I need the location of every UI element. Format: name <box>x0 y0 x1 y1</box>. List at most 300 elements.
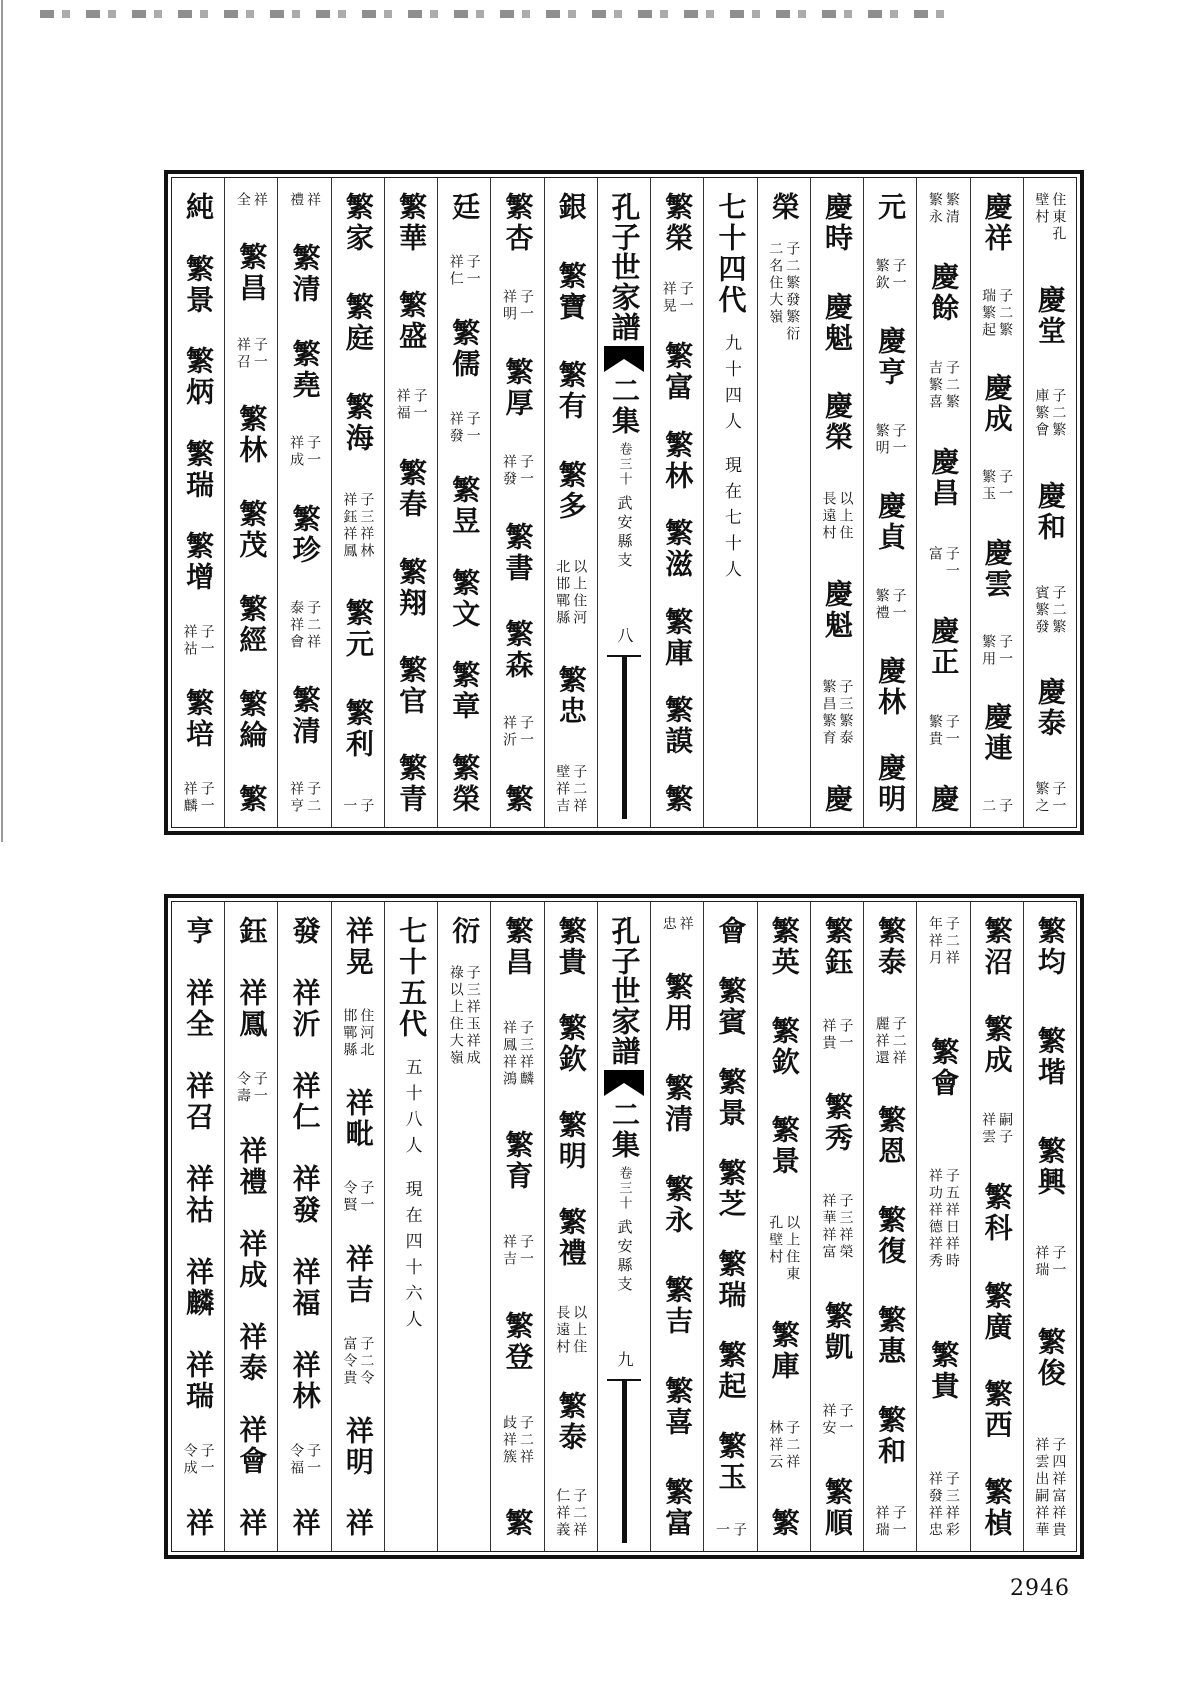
annotation <box>183 781 214 815</box>
annotation <box>821 679 852 747</box>
annotation-right-line: 子三祥榮 <box>837 1193 854 1262</box>
annotation-right-line: 住河北 <box>358 1007 375 1059</box>
annotation-left-line: 忠 <box>660 916 677 933</box>
annotation-right-line: 子三祥彩 <box>943 1471 960 1539</box>
person-name: 繁惠 <box>874 1305 908 1367</box>
annotation-left-line: 祥明 <box>501 288 518 323</box>
annotation-right-line: 子二祥 <box>784 1419 801 1471</box>
annotation-left-line: 祥瑞 <box>873 1505 890 1539</box>
person-name: 繁順 <box>820 1476 854 1539</box>
annotation-right-line: 子一 <box>251 337 268 371</box>
person-name: 慶正 <box>927 615 961 678</box>
panel-frame <box>171 177 1077 828</box>
annotation <box>555 764 586 815</box>
annotation <box>875 588 906 622</box>
annotation-left-line: 富令貴 <box>341 1335 358 1387</box>
person-name: 祥晃 <box>341 916 375 978</box>
annotation-right-line: 子 <box>730 1522 747 1539</box>
person-name: 繁春 <box>395 458 429 521</box>
annotation-left-line: 富 <box>926 545 943 563</box>
annotation-right-line: 子一 <box>997 633 1014 668</box>
annotation <box>981 469 1012 503</box>
person-name: 繁元 <box>341 598 375 660</box>
person-name: 慶和 <box>1033 480 1067 543</box>
person-name: 祥麟 <box>182 1257 216 1319</box>
annotation-right-line: 以上住河 <box>571 559 588 627</box>
person-name: 繁登 <box>501 1310 535 1373</box>
person-name: 祥 <box>341 1507 375 1539</box>
person-name: 繁育 <box>501 1130 535 1193</box>
annotation-right-line: 子二祥 <box>518 1414 535 1466</box>
person-name: 繁寶 <box>554 260 588 323</box>
annotation-left-line: 祥祜 <box>181 623 198 658</box>
person-name: 繁綸 <box>235 689 269 751</box>
title-column <box>597 178 650 827</box>
person-name: 祥仁 <box>288 1071 322 1133</box>
person-name: 繁俊 <box>1033 1327 1067 1390</box>
annotation <box>555 1305 586 1356</box>
genealogy-panel-bottom <box>164 894 1084 1559</box>
fishtail-mark <box>604 346 644 372</box>
annotation <box>768 1420 799 1471</box>
annotation <box>289 600 320 651</box>
person-name: 祥沂 <box>288 978 322 1040</box>
genealogy-column <box>331 178 384 827</box>
annotation <box>289 192 320 209</box>
annotation-right-line: 以上住東 <box>784 1214 801 1283</box>
annotation-right-line: 子一 <box>837 1017 854 1052</box>
genealogy-column <box>863 178 916 827</box>
leaf-number: 八 <box>615 627 634 643</box>
annotation <box>449 411 480 445</box>
genealogy-column <box>490 178 543 827</box>
person-name: 繁鈺 <box>820 916 854 978</box>
person-name: 繁明 <box>554 1110 588 1173</box>
annotation-right-line: 子三祥林 <box>358 492 375 560</box>
annotation <box>289 435 320 469</box>
annotation-left-line: 令賢 <box>341 1180 358 1215</box>
annotation-left-line: 祥功祥德祥秀 <box>926 1168 943 1270</box>
genealogy-column <box>650 178 703 827</box>
annotation <box>342 798 373 815</box>
person-name: 慶泰 <box>1033 677 1067 740</box>
annotation <box>1034 1245 1065 1279</box>
person-name: 繁瑞 <box>714 1249 748 1311</box>
annotation-left-line: 邯鄲縣 <box>341 1007 358 1059</box>
annotation <box>342 1008 373 1059</box>
person-name: 繁 <box>767 1508 801 1539</box>
person-name: 繁清 <box>661 1073 695 1135</box>
annotation-right-line: 祥 <box>305 192 322 209</box>
annotation <box>875 423 906 457</box>
annotation-left-line: 全 <box>234 192 251 209</box>
annotation-left-line: 祥華祥富 <box>820 1193 837 1262</box>
generation-count: 五十八人 <box>401 1058 422 1162</box>
annotation <box>821 1018 852 1052</box>
fishtail-mark <box>604 1070 644 1096</box>
person-name: 繁庫 <box>661 606 695 669</box>
person-name: 慶 <box>820 784 854 815</box>
annotation <box>1034 192 1065 243</box>
person-name: 繁復 <box>874 1205 908 1267</box>
annotation-left-line: 繁欽 <box>873 257 890 292</box>
person-name: 繁會 <box>927 1036 961 1099</box>
person-name: 繁章 <box>448 660 482 723</box>
person-name: 繁林 <box>661 429 695 492</box>
annotation-right-line: 子一 <box>890 422 907 457</box>
annotation <box>981 798 1012 815</box>
person-name: 會 <box>714 916 748 947</box>
annotation-left-line: 祥安 <box>820 1403 837 1438</box>
annotation-left-line: 賓繁發 <box>1033 584 1050 636</box>
annotation-left-line: 長遠村 <box>554 1304 571 1356</box>
annotation <box>555 559 586 627</box>
annotation <box>342 492 373 560</box>
annotation-left-line: 祥雲 <box>980 1112 997 1147</box>
person-name: 祥會 <box>235 1415 269 1477</box>
person-name: 繁忠 <box>554 664 588 727</box>
person-name: 繁永 <box>661 1174 695 1236</box>
annotation-left-line: 仁祥義 <box>554 1487 571 1539</box>
annotation-left-line: 祥鳳祥鴻 <box>501 1020 518 1089</box>
annotation-right-line: 以上住 <box>837 490 854 542</box>
person-name: 繁堦 <box>1033 1025 1067 1088</box>
annotation-right-line: 子三祥玉祥成 <box>464 965 481 1067</box>
annotation <box>715 1522 746 1539</box>
person-name: 繁有 <box>554 360 588 422</box>
annotation <box>183 624 214 658</box>
person-name: 榮 <box>767 192 801 223</box>
person-name: 繁恩 <box>874 1105 908 1167</box>
annotation-right-line: 子二祥 <box>943 916 960 967</box>
person-name: 亨 <box>182 916 216 947</box>
annotation-left-line: 林祥云 <box>767 1419 784 1471</box>
genealogy-column <box>277 902 330 1551</box>
annotation-left-line: 祥瑞 <box>1033 1245 1050 1280</box>
person-name: 慶連 <box>980 701 1014 764</box>
annotation-left-line: 北邯鄲縣 <box>554 559 571 627</box>
annotation <box>289 781 320 815</box>
person-name: 繁珍 <box>288 503 322 566</box>
person-name: 繁昌 <box>235 242 269 304</box>
person-name: 繁滋 <box>661 518 695 581</box>
person-name: 繁英 <box>767 916 801 978</box>
annotation-right-line: 子一 <box>518 288 535 323</box>
volume-label: 卷三十 <box>616 1166 632 1211</box>
person-name: 慶 <box>927 783 961 815</box>
person-name: 祥禮 <box>235 1136 269 1198</box>
annotation <box>928 192 959 226</box>
genealogy-column <box>757 902 810 1551</box>
person-name: 繁瑞 <box>182 438 216 501</box>
generation-column <box>384 902 437 1551</box>
person-name: 祥瑞 <box>182 1350 216 1412</box>
annotation-right-line: 子二祥 <box>890 1016 907 1067</box>
annotation <box>928 546 959 580</box>
genealogy-column <box>650 902 703 1551</box>
genealogy-column <box>757 178 810 827</box>
branch-label: 武安縣支 <box>615 495 634 571</box>
annotation-right-line: 祥 <box>677 916 694 933</box>
annotation-right-line: 嗣子 <box>997 1112 1014 1147</box>
person-name: 慶時 <box>820 192 854 254</box>
annotation-right-line: 住東孔 <box>1050 192 1067 243</box>
annotation-left-line: 繁永 <box>926 192 943 226</box>
annotation <box>928 360 959 411</box>
annotation <box>821 491 852 542</box>
genealogy-column <box>490 902 543 1551</box>
person-name: 繁禮 <box>554 1207 588 1270</box>
annotation-right-line: 子三祥麟 <box>518 1020 535 1089</box>
person-name: 繁家 <box>341 192 375 254</box>
annotation-left-line: 二 <box>980 797 997 815</box>
edition-label: 二集 <box>608 376 641 436</box>
annotation-right-line: 子二祥 <box>571 764 588 815</box>
annotation-left-line: 長遠村 <box>820 490 837 542</box>
person-name: 繁 <box>501 1507 535 1539</box>
genealogy-column <box>437 902 490 1551</box>
person-name: 繁增 <box>182 531 216 594</box>
annotation <box>928 1168 959 1270</box>
person-name: 繁清 <box>288 243 322 306</box>
person-name: 繁庫 <box>767 1320 801 1382</box>
annotation-right-line: 子一 <box>518 453 535 488</box>
annotation-right-line: 子四祥富祥貴 <box>1050 1436 1067 1539</box>
annotation-right-line: 子二繁 <box>1050 584 1067 636</box>
branch-label: 武安縣支 <box>615 1219 634 1295</box>
annotation-right-line: 繁清 <box>943 192 960 226</box>
annotation-left-line: 祥吉 <box>501 1234 518 1269</box>
annotation-right-line: 子一 <box>198 1443 215 1477</box>
person-name: 繁謨 <box>661 695 695 758</box>
annotation-left-line: 祥發 <box>447 410 464 445</box>
person-name: 繁泰 <box>554 1390 588 1453</box>
annotation-right-line: 子一 <box>305 435 322 470</box>
person-name: 繁富 <box>661 1477 695 1539</box>
annotation-left-line: 令福 <box>288 1443 305 1477</box>
annotation-right-line: 子一 <box>890 257 907 292</box>
annotation <box>821 1403 852 1437</box>
annotation-left-line: 禮 <box>288 192 305 209</box>
person-name: 繁榮 <box>661 192 695 254</box>
person-name: 繁凱 <box>820 1301 854 1364</box>
annotation-left-line: 祥貴 <box>820 1017 837 1052</box>
person-name: 繁興 <box>1033 1135 1067 1198</box>
person-name: 繁起 <box>714 1340 748 1402</box>
person-name: 繁書 <box>501 522 535 585</box>
annotation <box>342 1180 373 1214</box>
person-name: 繁榮 <box>448 752 482 815</box>
annotation-right-line: 子一 <box>1050 1245 1067 1280</box>
annotation <box>502 454 533 488</box>
book-title: 孔子世家譜 <box>607 916 642 1066</box>
person-name: 慶雲 <box>980 537 1014 600</box>
annotation-left-line: 祥雲出嗣祥華 <box>1033 1436 1050 1539</box>
genealogy-column <box>224 902 277 1551</box>
annotation <box>981 288 1012 339</box>
person-name: 祥毗 <box>341 1088 375 1151</box>
annotation <box>1034 388 1065 439</box>
genealogy-column <box>224 178 277 827</box>
person-name: 繁楨 <box>980 1476 1014 1539</box>
annotation-right-line: 子二 <box>305 780 322 815</box>
person-name: 慶成 <box>980 373 1014 436</box>
annotation <box>502 289 533 323</box>
person-name: 繁用 <box>661 972 695 1034</box>
person-name: 繁昱 <box>448 475 482 538</box>
annotation-left-line: 壁村 <box>1033 192 1050 226</box>
annotation-left-line: 繁貴 <box>926 713 943 748</box>
annotation <box>502 1020 533 1088</box>
person-name: 繁吉 <box>661 1275 695 1337</box>
annotation-left-line: 祥亨 <box>288 780 305 815</box>
annotation <box>981 634 1012 668</box>
person-name: 繁儒 <box>448 318 482 381</box>
genealogy-column <box>810 902 863 1551</box>
person-name: 繁科 <box>980 1182 1014 1245</box>
annotation-left-line: 孔壁村 <box>767 1214 784 1266</box>
annotation <box>502 1234 533 1268</box>
person-name: 繁和 <box>874 1405 908 1467</box>
person-name: 繁 <box>235 784 269 815</box>
annotation <box>396 388 427 422</box>
person-name: 慶亨 <box>874 326 908 389</box>
annotation-left-line: 祥福 <box>394 388 411 423</box>
generation-count: 現在七十人 <box>720 456 741 586</box>
person-name: 慶魁 <box>820 579 854 641</box>
person-name: 繁西 <box>980 1378 1014 1441</box>
annotation-right-line: 子二祥 <box>305 599 322 651</box>
person-name: 繁欽 <box>767 1015 801 1078</box>
annotation-left-line: 繁禮 <box>873 587 890 622</box>
genealogy-panel-top <box>164 170 1084 835</box>
person-name: 繁 <box>661 783 695 815</box>
annotation-left-line: 繁明 <box>873 422 890 457</box>
annotation-left-line: 祥沂 <box>501 715 518 750</box>
annotation-right-line: 子一 <box>518 715 535 750</box>
person-name: 祥明 <box>341 1416 375 1479</box>
generation-count: 現在四十六人 <box>401 1180 422 1336</box>
person-name: 祥 <box>235 1508 269 1539</box>
person-name: 繁翔 <box>395 556 429 619</box>
person-name: 繁華 <box>395 192 429 254</box>
annotation-left-line: 祥發祥忠 <box>926 1471 943 1539</box>
annotation-right-line: 子 <box>358 798 375 815</box>
genealogy-column <box>544 902 597 1551</box>
annotation-right-line: 子二繁發繁衍 <box>784 241 801 343</box>
genealogy-column <box>1023 902 1076 1551</box>
annotation-right-line: 祥 <box>251 192 268 209</box>
person-name: 繁賓 <box>714 976 748 1038</box>
person-name: 繁昌 <box>501 916 535 978</box>
person-name: 繁青 <box>395 752 429 815</box>
annotation-left-line: 吉繁喜 <box>926 360 943 412</box>
person-name: 慶餘 <box>927 262 961 325</box>
annotation-left-line: 繁昌繁育 <box>820 678 837 747</box>
person-name: 慶貞 <box>874 491 908 554</box>
leaf-bar <box>622 1381 627 1543</box>
person-name: 繁景 <box>182 253 216 316</box>
annotation <box>928 714 959 748</box>
annotation-right-line: 子一 <box>997 469 1014 504</box>
person-name: 七十四代 <box>714 192 748 316</box>
annotation-left-line: 祥鈺祥鳳 <box>341 492 358 560</box>
genealogy-column <box>916 902 969 1551</box>
annotation-right-line: 子一 <box>464 410 481 445</box>
person-name: 鈺 <box>235 916 269 947</box>
person-name: 繁厚 <box>501 357 535 420</box>
person-name: 繁炳 <box>182 346 216 409</box>
person-name: 繁盛 <box>395 290 429 353</box>
person-name: 繁泰 <box>874 916 908 978</box>
person-name: 繁森 <box>501 618 535 681</box>
annotation <box>236 192 267 209</box>
person-name: 繁均 <box>1033 916 1067 978</box>
person-name: 繁貴 <box>554 916 588 978</box>
annotation <box>449 254 480 288</box>
person-name: 繁秀 <box>820 1091 854 1154</box>
annotation <box>502 1415 533 1466</box>
annotation-right-line: 子二繁 <box>997 288 1014 340</box>
annotation-right-line: 子一 <box>518 1234 535 1269</box>
person-name: 繁庭 <box>341 292 375 354</box>
edition-label: 二集 <box>608 1100 641 1160</box>
person-name: 繁林 <box>235 404 269 466</box>
person-name: 繁杏 <box>501 192 535 254</box>
person-name: 繁 <box>501 783 535 815</box>
annotation-left-line: 一 <box>341 798 358 815</box>
annotation-right-line: 子一 <box>1050 780 1067 815</box>
person-name: 慶榮 <box>820 391 854 453</box>
annotation <box>449 965 480 1067</box>
volume-label: 卷三十 <box>616 442 632 487</box>
person-name: 祥泰 <box>235 1322 269 1384</box>
person-name: 銀 <box>554 192 588 223</box>
person-name: 繁官 <box>395 654 429 717</box>
annotation <box>981 1112 1012 1146</box>
person-name: 祥吉 <box>341 1243 375 1306</box>
person-name: 繁茂 <box>235 499 269 561</box>
person-name: 祥召 <box>182 1071 216 1133</box>
genealogy-column <box>172 902 224 1551</box>
annotation-right-line: 子一 <box>305 1443 322 1477</box>
annotation-left-line: 祿以上住大嶺 <box>447 965 464 1067</box>
annotation-left-line: 祥晃 <box>660 280 677 315</box>
annotation <box>662 916 693 933</box>
person-name: 繁海 <box>341 392 375 454</box>
generation-count: 九十四人 <box>720 334 741 438</box>
annotation <box>502 715 533 749</box>
person-name: 繁堯 <box>288 339 322 402</box>
annotation-right-line: 子一 <box>943 545 960 580</box>
person-name: 繁芝 <box>714 1158 748 1220</box>
annotation <box>662 281 693 315</box>
genealogy-column <box>863 902 916 1551</box>
person-name: 繁利 <box>341 698 375 760</box>
annotation-right-line: 子一 <box>837 1403 854 1438</box>
genealogy-column <box>437 178 490 827</box>
annotation-left-line: 祥召 <box>234 337 251 371</box>
annotation-right-line: 子一 <box>890 1505 907 1539</box>
genealogy-column <box>916 178 969 827</box>
genealogy-column <box>172 178 224 827</box>
person-name: 發 <box>288 916 322 947</box>
generation-column <box>703 178 756 827</box>
annotation-right-line: 子一 <box>943 713 960 748</box>
person-name: 繁喜 <box>661 1376 695 1438</box>
annotation <box>1034 1437 1065 1539</box>
annotation <box>236 337 267 371</box>
